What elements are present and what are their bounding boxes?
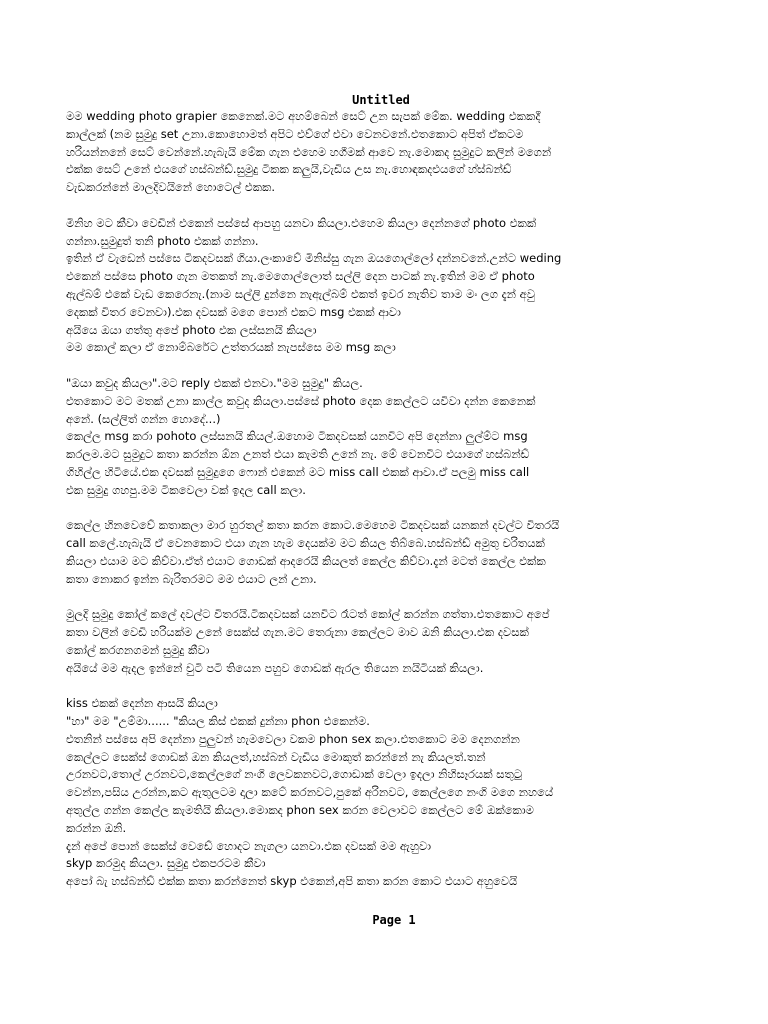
text-line: එක්ක සෙට් උනේ එයගේ හස්බන්ඩ්.සුමුදු ටිකක කලුයි,වැඩිය උස නැ.හොඳකදඑයගේ හ්ස්බන්ඩ් [66,162,512,177]
text-line: kiss එකක් දෙන්න ආසයි කියලා [66,696,218,711]
text-line: කියලා එයාම මට කිව්වා.ඒත් එයාට ගොඩක් ආදරෙයි කියලත් කෙල්ල කිව්වා.දැන් මටත් කෙල්ල එක්ක [66,553,546,568]
text-line: හරියන්නනේ සෙට් වෙන්නේ.හැබැයි මේක ගැන එහෙම හගීමක් ආවෙ නැ.මොකද සුමුදුට කලින් මගෙන් [66,144,552,159]
text-line: කෙල්ල හිනවෙවේ කතාකලා මාර හුරතල් කතා කරන කොට.මෙහෙම ටිකදවසක් යනකන් දවල්ට විතරයි [66,518,560,533]
text-line: කෙල්ලට සෙක්ස් ගොඩක් ඔන කියලත්,හස්බන් වැඩිය මොකුත් කරන්නේ නැ කියලත්.තන් [66,749,486,764]
paragraph [66,606,706,677]
text-line: වැඩකරන්නේ මාලදිවයිනේ හොටෙල් එකක. [66,180,276,195]
text-line: කාල්ලක් (නම සුමුදු set උනා.කොහොමත් අපිට එව්ගේ එවා වෙනවනේ.එතකොට අපිත් ඒකටම [66,126,524,141]
paragraph-gap [66,678,706,696]
text-line: එතනින් පස්සෙ අපි දෙන්නා පුලුවන් හැමවෙලා වකම phon sex කලා.එතකොට මම දෙනගන්න [66,731,520,746]
text-line: call කලේ.හැබැයි ඒ වෙනකොට එයා ගැන හැම දෙයක්ම මට කියල තිබ්බෙ.හස්බන්ඩ් අමුතු චරිතයක් [66,536,545,551]
text-line: කෝල් කරගනගමන් සුමුදු කීවා [66,642,210,657]
text-line: අපෝ බැ හස්බන්ඩ් එක්ක කතා කරන්නෙත් skyp එකෙන්,අපි කතා කරන කොට එයාට අහුවෙයි [66,874,518,889]
text-line: "ඔයා කවුද කියලා".මට reply එකක් එනවා."මම සුමුදු" කියල. [66,375,363,390]
paragraph-gap [66,500,706,518]
text-line: මිනිහ මට කීවා වෙඩින් එකෙන් පස්සේ ආපහු යනවා කියලා.එහෙම කියලා දෙන්නගේ photo එකක් [66,215,537,230]
text-line: ඉතින් ඒ වැඩෙන් පස්සෙ ටිකදවසක් ගියා.ලංකාවේ මිනිස්සු ගැන ඔයගොල්ලෝ දන්නවනේ.උන්ට weding [66,251,562,266]
text-line: ගන්නා.සුමුදුත් තනි photo එකක් ගන්නා. [66,233,259,248]
text-line: අයියේ මම ඇදල ඉන්නේ චුටි පටි තියෙන පහුව ගොඩක් ඇරල තියෙන නයිටියක් කියලා. [66,660,484,675]
paragraph-gap [66,357,706,375]
text-line: මම කොල් කලා ඒ නොම්බරේට උත්තරයක් නැපස්සෙ මම msg කලා [66,340,396,355]
text-line: දැන් අපේ පොන් සෙක්ස් වෙඩේ හොදට නැගලා යනවා.එක දවසක් මම ඇහුවා [66,838,432,853]
text-line: එකෙන් පස්සෙ photo ගැන මතකත් නැ.මෙගොල්ලොත් සල්ලි දෙන පාටක් නැ.ඉතින් මම ඒ photo [66,269,535,284]
paragraph [66,517,706,588]
paragraph [66,108,706,197]
text-line: skyp කරමුද කියලා. සුමුදු එකපරටම කීවා [66,856,266,871]
text-line: මුලදි සුමුදු කෝල් කලේ දවල්ට විතරයි.ටිකදවසක් යනවිට රෑටත් කෝල් කරන්න ගත්තා.එතකොට අපේ [66,607,550,622]
text-line: දෙකක් විතර වෙනවා).එක දවසක් මගෙ පොන් එකට msg එකක් ආවා [66,304,401,319]
paragraph [66,375,706,500]
text-line: කරන්න ඔනි. [66,820,127,835]
paragraph-gap [66,197,706,215]
paragraph [66,215,706,357]
text-line: කතා නොකර ඉන්න බැරිතරමට මම එයාට ලන් උනා. [66,571,317,586]
document-body [66,108,706,891]
text-line: අනේ. (සල්ලිත් ගන්න හොදේ...) [66,411,221,426]
text-line: මම wedding photo grapier කෙනෙක්.මට අහම්බෙන් සෙට් උන සැපක් මේක. wedding එකකදී [66,109,541,123]
page-number: Page 1 [372,913,416,927]
text-line: කතා වලින් වෙඩි හරියක්ම උනේ සෙක්ස් ගැන.මට තෙරුනා කෙල්ලට මාව ඔනි කියලා.එක දවසක් [66,625,529,640]
paragraph [66,695,706,891]
text-line: අතුල්ල ගන්න කෙල්ල කැමතියි කියලා.මොකද phon sex කරන වෙලාවට කෙල්ලට මේ ඔක්කොම [66,803,534,818]
text-line: කරලම.මට සුමුදුට කතා කරන්න ඕන උනත් එයා කැමති උනේ නැ. මේ වෙනවිට එයාගේ හස්බන්ඩ් [66,447,530,462]
document-title: Untitled [352,93,410,107]
text-line: එක සුමුදු ගහපු.මම ටිකවෙලා වක් ඉදල call කලා. [66,482,306,497]
text-line: එතකොට මට මතක් උනා කාල්ල කවුද කියලා.පස්සේ photo දෙක කෙල්ලට යවිවා දන්න කෙනෙක් [66,393,536,408]
text-line: කෙල්ල msg කරා pohoto ලස්සනයි කියල්.ඔහොම ටිකදවසක් යනවිට අපි දෙන්නා ලුල්ම්ට msg [66,429,528,444]
text-line: ඇල්බම් එකේ වැඩ කෙරෙනැ.(නාම සල්ලි දුන්නෙ නැඇල්බම් එකත් ඉවර නැතිව තාම මං ලග දැන් අවු [66,286,536,301]
text-line: වෙන්න,පසිය උරන්න,කට ඇතුලටම දාලා කටේ කරනවට,පුකේ අරිනවට, කෙල්ලගෙ නංගි මගෙ නහයේ [66,785,554,800]
paragraph-gap [66,589,706,607]
text-line: ගිහිල්ල හිටියේ.එක දවසක් සුමුදුගෙ ෆොන් එකෙන් මට miss call එකක් ආවා.ඒ පලමු miss call [66,464,530,479]
text-line: උරනවට,තොල් උරනවට,කෙල්ලගේ නංගි ලෙවකනවට,ගොඩාක් වෙලා ඉදලා නිහිසෑරයක් සතුටු [66,767,523,782]
text-line: අයියෙ ඔයා ගත්තු අපේ photo එක ලස්සනයි කියලා [66,322,317,337]
text-line: "හා" මම "උම්මා...... "කියල කිස් එකක් දුන්නා phon එකෙන්ම. [66,714,370,729]
document-page [66,92,706,891]
